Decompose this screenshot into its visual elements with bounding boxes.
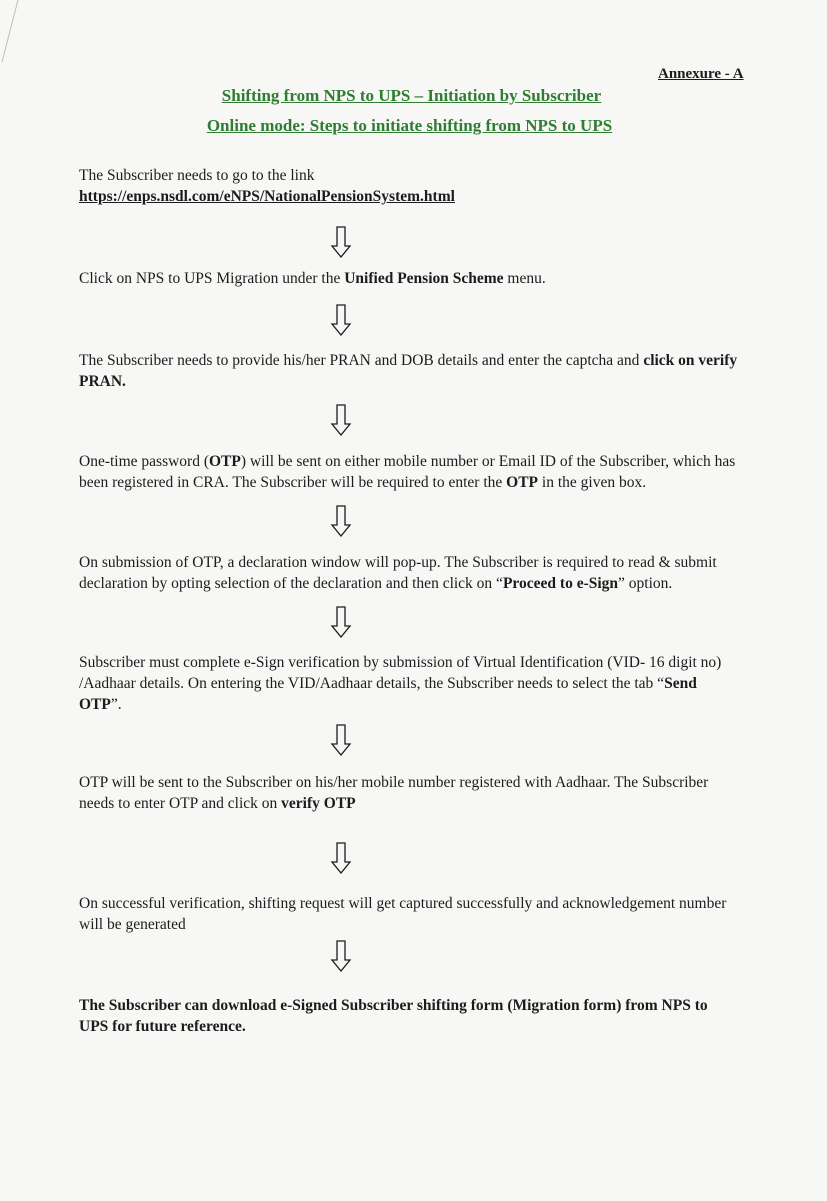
- down-arrow-icon: [330, 226, 352, 258]
- down-arrow-icon: [330, 842, 352, 874]
- step-6-send-otp: Send OTP: [79, 675, 697, 713]
- document-title: Shifting from NPS to UPS – Initiation by Subscriber: [221, 86, 602, 105]
- step-5-text-a: On submission of OTP, a declaration window will pop-up. The Subscriber is required to read & submit declaration by opting selection of the declaration and then click on “: [79, 554, 717, 592]
- step-7: [79, 772, 739, 814]
- step-9-text: The Subscriber can download e-Signed Subscriber shifting form (Migration form) from NPS to UPS for future reference.: [79, 997, 708, 1035]
- step-5: [79, 552, 739, 594]
- step-1-text: The Subscriber needs to go to the link: [79, 167, 315, 184]
- step-3-verify-pran: click on verify PRAN.: [79, 352, 738, 390]
- page-crease-line: [0, 0, 40, 80]
- document-subtitle: Online mode: Steps to initiate shifting from NPS to UPS: [206, 116, 613, 135]
- step-4: [79, 451, 739, 493]
- step-6: [79, 652, 739, 715]
- step-2-menu-name: Unified Pension Scheme: [344, 270, 504, 287]
- step-6-text-a: Subscriber must complete e-Sign verification by submission of Virtual Identification (VID- 16 digit no) /Aadhaar details. On entering the VID/Aadhaar details, the Subscriber needs to select the tab “: [79, 654, 722, 692]
- step-2: [79, 268, 739, 289]
- step-7-text-a: OTP will be sent to the Subscriber on his/her mobile number registered with Aadhaar. The Subscriber needs to enter OTP and click on: [79, 774, 709, 812]
- down-arrow-icon: [330, 940, 352, 972]
- step-4-otp: OTP: [209, 453, 241, 470]
- step-4-text-c: ) will be sent on either mobile number or Email ID of the Subscriber, which has been registered in CRA. The Subscriber will be required to enter the: [79, 453, 736, 491]
- step-8-text: On successful verification, shifting request will get captured successfully and acknowledgement number will be generated: [79, 895, 727, 933]
- step-3-text-a: The Subscriber needs to provide his/her PRAN and DOB details and enter the captcha and: [79, 352, 644, 369]
- annexure-label: Annexure - A: [658, 66, 744, 82]
- step-7-verify-otp: verify OTP: [281, 795, 356, 812]
- step-4-text-e: in the given box.: [538, 474, 647, 491]
- down-arrow-icon: [330, 304, 352, 336]
- step-3: [79, 350, 739, 392]
- step-2-text-a: Click on NPS to UPS Migration under the: [79, 270, 345, 287]
- down-arrow-icon: [330, 505, 352, 537]
- step-8: [79, 893, 739, 935]
- enps-link[interactable]: https://enps.nsdl.com/eNPS/NationalPensionSystem.html: [79, 188, 455, 205]
- step-5-proceed-esign: Proceed to e-Sign: [502, 575, 619, 592]
- step-2-text-c: menu.: [503, 270, 546, 287]
- down-arrow-icon: [330, 404, 352, 436]
- step-4-otp-2: OTP: [506, 474, 539, 491]
- step-4-text-a: One-time password (: [79, 453, 209, 470]
- down-arrow-icon: [330, 606, 352, 638]
- step-6-text-c: ”.: [110, 696, 122, 713]
- step-5-text-c: ” option.: [618, 575, 673, 592]
- step-9: [79, 995, 739, 1037]
- down-arrow-icon: [330, 724, 352, 756]
- step-1: [79, 165, 739, 207]
